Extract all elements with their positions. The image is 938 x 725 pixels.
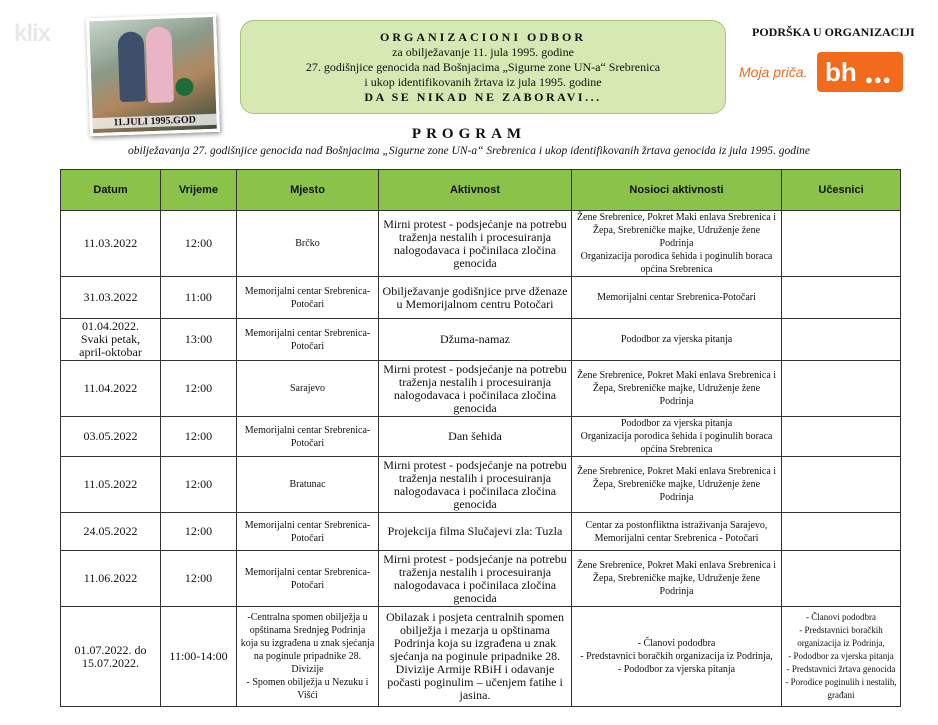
photo-figure-right: [145, 26, 174, 103]
committee-line-3: 27. godišnjice genocida nad Bošnjacima „Sigurne zone UN-a“ Srebrenica: [305, 60, 661, 74]
table-row: [61, 277, 901, 319]
cell-participants: [782, 551, 901, 607]
cell-time: 11:00: [161, 277, 237, 319]
cell-organizers: Žene Srebrenice, Pokret Maki enlava Srebrenica i Žepa, Srebreničke majke, Udruženje žene Podrinja: [572, 457, 782, 513]
header-place: Mjesto: [237, 170, 379, 211]
cell-organizers: Žene Srebrenice, Pokret Maki enlava Srebrenica i Žepa, Srebreničke majke, Udruženje žene Podrinja: [572, 361, 782, 417]
cell-time: 12:00: [161, 457, 237, 513]
cell-participants: [782, 457, 901, 513]
program-subtitle: obilježavanja 27. godišnjice genocida nad Bošnjacima „Sigurne zone UN-a“ Srebrenica i ukop identifikovanih žrtava genocida iz jula 1995. godine: [127, 145, 811, 157]
cell-organizers: Žene Srebrenice, Pokret Maki enlava Srebrenica i Žepa, Srebreničke majke, Udruženje žene Podrinja Organizacija porodica šehida i poginulih boraca općina Srebrenica: [572, 211, 782, 277]
cell-activity: Mirni protest - podsjećanje na potrebu traženja nestalih i procesuiranja nalogodavaca i počinilaca zločina genocida: [379, 457, 572, 513]
cell-time: 11:00-14:00: [161, 607, 237, 707]
table-row: [61, 551, 901, 607]
cell-place: Memorijalni centar Srebrenica-Potočari: [237, 551, 379, 607]
cell-time: 12:00: [161, 417, 237, 457]
table-row: [61, 319, 901, 361]
header-time: Vrijeme: [161, 170, 237, 211]
committee-motto: DA SE NIKAD NE ZABORAVI...: [364, 90, 602, 104]
table-row: [61, 211, 901, 277]
header-organizers: Nosioci aktivnosti: [572, 170, 782, 211]
photo-emblem: [175, 78, 194, 97]
cell-participants: [782, 513, 901, 551]
sponsor-logo-dots-icon: ●●●: [865, 72, 892, 87]
cell-date: 31.03.2022: [61, 277, 161, 319]
cell-activity: Dan šehida: [379, 417, 572, 457]
program-table: [60, 169, 901, 707]
cell-participants: [782, 211, 901, 277]
photo-caption: 11.JULI 1995.GOD: [92, 114, 216, 129]
cell-participants: [782, 361, 901, 417]
program-title: PROGRAM: [411, 126, 527, 142]
cell-date: 11.03.2022: [61, 211, 161, 277]
cell-activity: Obilježavanje godišnjice prve dženaze u Memorijalnom centru Potočari: [379, 277, 572, 319]
sponsor-logo-text: bh: [825, 57, 857, 87]
cell-activity: Obilazak i posjeta centralnih spomen obilježja i mezarja u opštinama Podrinja koja su izgrađena u znak sjećanja na poginule pripadnike 28. Divizije Armije RBiH i odavanje počasti poginulim – učenjem fatihe i jasina.: [379, 607, 572, 707]
cell-activity: Mirni protest - podsjećanje na potrebu traženja nestalih i procesuiranja nalogodavaca i počinilaca zločina genocida: [379, 361, 572, 417]
sponsor-tagline: Moja priča.: [739, 64, 808, 80]
cell-time: 12:00: [161, 513, 237, 551]
cell-place: Memorijalni centar Srebrenica-Potočari: [237, 277, 379, 319]
table-row: [61, 457, 901, 513]
cell-time: 12:00: [161, 211, 237, 277]
cell-participants: [782, 277, 901, 319]
cell-place: -Centralna spomen obilježja u opštinama Srednjeg Podrinja koja su izgrađena u znak sjećanja na poginule pripadnike 28. Divizije - Spomen obilježja u Nezuku i Višći: [237, 607, 379, 707]
header-date: Datum: [61, 170, 161, 211]
cell-date: 11.04.2022: [61, 361, 161, 417]
table-row: [61, 361, 901, 417]
memorial-photo: [86, 14, 220, 136]
cell-date: 11.05.2022: [61, 457, 161, 513]
cell-activity: Džuma-namaz: [379, 319, 572, 361]
cell-place: Memorijalni centar Srebrenica-Potočari: [237, 417, 379, 457]
table-header-row: [61, 170, 901, 211]
table-row: [61, 607, 901, 707]
table-row: [61, 513, 901, 551]
cell-organizers: Memorijalni centar Srebrenica-Potočari: [572, 277, 782, 319]
cell-time: 12:00: [161, 361, 237, 417]
header-participants: Učesnici: [782, 170, 901, 211]
cell-organizers: Žene Srebrenice, Pokret Maki enlava Srebrenica i Žepa, Srebreničke majke, Udruženje žene Podrinja: [572, 551, 782, 607]
support-label: PODRŠKA U ORGANIZACIJI: [752, 25, 915, 39]
cell-date: 01.07.2022. do 15.07.2022.: [61, 607, 161, 707]
committee-line-4: i ukop identifikovanih žrtava iz jula 1995. godine: [364, 75, 602, 89]
cell-participants: [782, 417, 901, 457]
cell-place: Memorijalni centar Srebrenica-Potočari: [237, 513, 379, 551]
photo-figure-left: [117, 31, 145, 102]
sponsor-logo: [817, 52, 903, 92]
cell-participants: [782, 319, 901, 361]
cell-place: Sarajevo: [237, 361, 379, 417]
organizing-committee-box: [240, 20, 726, 114]
committee-title: ORGANIZACIONI ODBOR: [379, 30, 586, 44]
table-row: [61, 417, 901, 457]
watermark-logo: klix: [14, 20, 51, 47]
cell-time: 12:00: [161, 551, 237, 607]
cell-activity: Projekcija filma Slučajevi zla: Tuzla: [379, 513, 572, 551]
cell-date: 24.05.2022: [61, 513, 161, 551]
cell-organizers: - Članovi pododbra - Predstavnici boračkih organizacija iz Podrinja, - Pododbor za vjerska pitanja: [572, 607, 782, 707]
cell-date: 11.06.2022: [61, 551, 161, 607]
cell-place: Memorijalni centar Srebrenica-Potočari: [237, 319, 379, 361]
cell-organizers: Pododbor za vjerska pitanja Organizacija porodica šehida i poginulih boraca općina Srebrenica: [572, 417, 782, 457]
committee-line-2: za obilježavanje 11. jula 1995. godine: [392, 45, 574, 59]
cell-activity: Mirni protest - podsjećanje na potrebu traženja nestalih i procesuiranja nalogodavaca i počinilaca zločina genocida: [379, 211, 572, 277]
cell-participants: - Članovi pododbra - Predstavnici boračkih organizacija iz Podrinja, - Pododbor za vjerska pitanja - Predstavnici žrtava genocida - Porodice poginulih i nestalih, građani: [782, 607, 901, 707]
cell-date: 01.04.2022. Svaki petak, april-oktobar: [61, 319, 161, 361]
cell-place: Bratunac: [237, 457, 379, 513]
cell-activity: Mirni protest - podsjećanje na potrebu traženja nestalih i procesuiranja nalogodavaca i počinilaca zločina genocida: [379, 551, 572, 607]
header-activity: Aktivnost: [379, 170, 572, 211]
cell-place: Brčko: [237, 211, 379, 277]
cell-organizers: Centar za postonfliktna istraživanja Sarajevo, Memorijalni centar Srebrenica - Potočari: [572, 513, 782, 551]
cell-date: 03.05.2022: [61, 417, 161, 457]
cell-organizers: Pododbor za vjerska pitanja: [572, 319, 782, 361]
cell-time: 13:00: [161, 319, 237, 361]
